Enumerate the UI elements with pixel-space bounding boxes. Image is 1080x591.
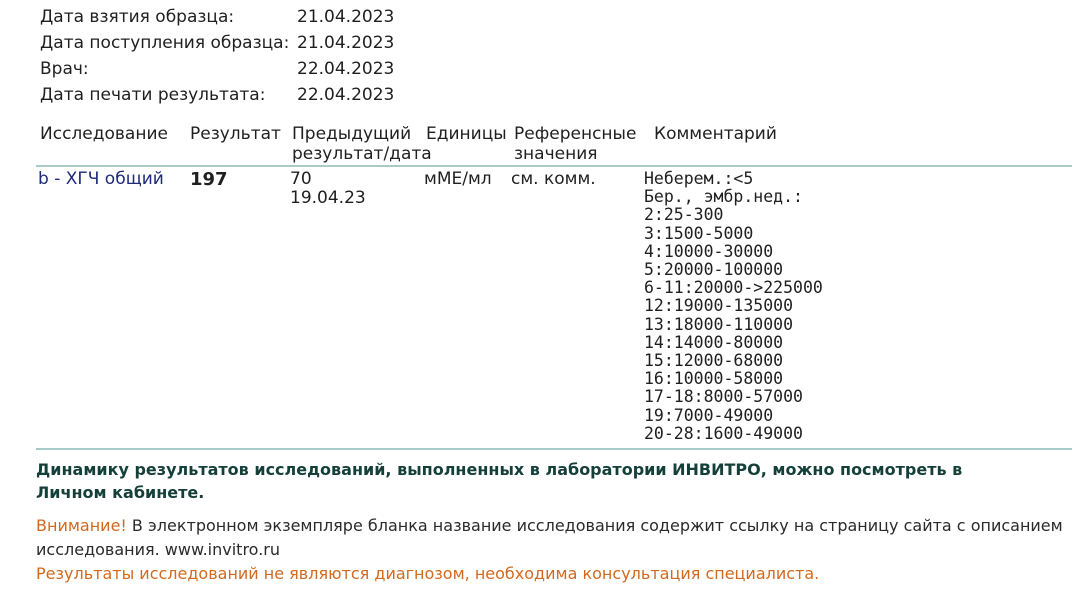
comment-line: Бер., эмбр.нед.: [644, 187, 803, 207]
notice-line: Личном кабинете. [36, 483, 205, 502]
comment-line: 15:12000-68000 [644, 351, 784, 371]
comment-cell [644, 170, 823, 443]
comment-line: 2:25-300 [644, 205, 724, 225]
header-reference [514, 124, 636, 164]
comment-line: 5:20000-100000 [644, 260, 784, 280]
comment-line: 20-28:1600-49000 [644, 423, 803, 443]
previous-result-value: 70 [290, 169, 312, 189]
comment-line: 6-11:20000->225000 [644, 278, 823, 298]
header-reference-line1: Референсные [514, 124, 637, 144]
comment-line: 14:14000-80000 [644, 332, 784, 352]
meta-label: Дата взятия образца: [40, 7, 235, 27]
warning-line [36, 514, 1066, 538]
header-comment: Комментарий [654, 124, 777, 144]
reference-value: см. комм. [511, 169, 596, 189]
study-link[interactable]: b - ХГЧ общий [38, 169, 164, 189]
table-bottom-divider [36, 448, 1072, 450]
comment-line: 3:1500-5000 [644, 223, 754, 243]
header-previous-line1: Предыдущий [292, 124, 412, 144]
meta-label: Дата поступления образца: [40, 33, 290, 53]
study-name-cell [38, 170, 164, 189]
header-previous-line2: результат/дата [292, 144, 432, 164]
warning-block [36, 514, 1066, 586]
header-result: Результат [190, 124, 281, 144]
meta-label: Дата печати результата: [40, 85, 266, 105]
meta-value: 21.04.2023 [297, 7, 395, 27]
meta-value: 22.04.2023 [297, 59, 395, 79]
dynamics-notice [36, 458, 1046, 504]
comment-line: 13:18000-110000 [644, 314, 794, 334]
notice-line: Динамику результатов исследований, выполненных в лаборатории ИНВИТРО, можно посмотреть в [36, 460, 963, 479]
comment-line: 4:10000-30000 [644, 241, 774, 261]
warning-text: В электронном экземпляре бланка название исследования содержит ссылку на страницу сайта с описанием [126, 516, 1063, 535]
meta-value: 21.04.2023 [297, 33, 395, 53]
units-value: мМЕ/мл [424, 169, 492, 189]
meta-value: 22.04.2023 [297, 85, 395, 105]
header-reference-line2: значения [514, 144, 598, 164]
warning-label: Внимание! [36, 516, 127, 535]
comment-line: 19:7000-49000 [644, 405, 774, 425]
comment-line: 17-18:8000-57000 [644, 387, 803, 407]
comment-line: 12:19000-135000 [644, 296, 794, 316]
header-previous [292, 124, 432, 164]
warning-line-2: исследования. www.invitro.ru [36, 540, 280, 559]
previous-result-date: 19.04.23 [290, 188, 366, 208]
disclaimer: Результаты исследований не являются диагнозом, необходима консультация специалиста. [36, 564, 820, 583]
header-units: Единицы [426, 124, 507, 144]
previous-result-cell [290, 170, 366, 208]
comment-line: 16:10000-58000 [644, 369, 784, 389]
header-study: Исследование [40, 124, 168, 144]
header-divider [36, 165, 1072, 167]
result-value: 197 [190, 169, 228, 190]
comment-line: Неберем.:<5 [644, 169, 754, 188]
meta-label: Врач: [40, 59, 89, 79]
